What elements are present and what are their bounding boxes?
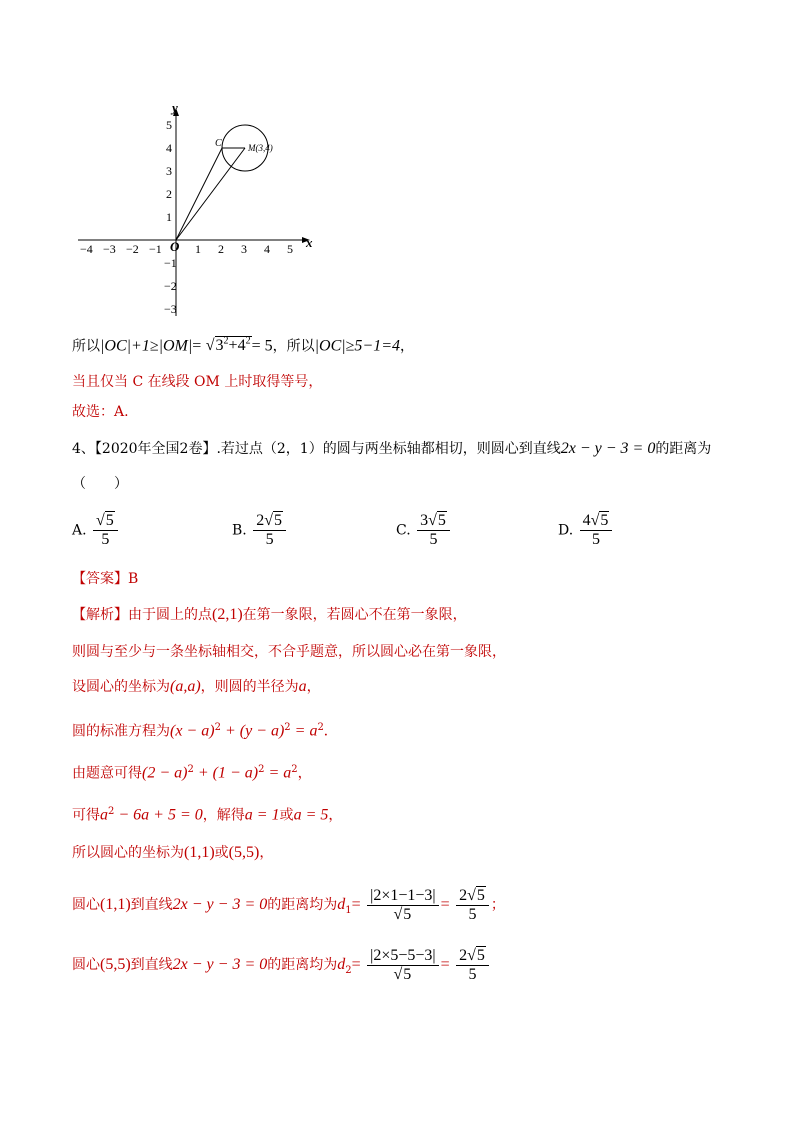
x-tick-label: 4 <box>264 242 270 256</box>
y-tick-label: 3 <box>166 164 172 178</box>
y-tick-label: −2 <box>164 279 177 293</box>
y-tick-label: 5 <box>166 118 172 132</box>
solution-line-6: 可得$a^2 - 6a + 5 = 0$，解得a = 1或a = 5， <box>72 806 343 824</box>
origin-label: O <box>170 239 180 254</box>
x-tick-label: −1 <box>149 242 162 256</box>
segment-oc <box>176 148 222 240</box>
option-a: A. $\frac{√5}{5}$ <box>72 512 120 549</box>
x-tick-label: −4 <box>80 242 93 256</box>
answer-line: 【答案】B <box>72 571 139 587</box>
equality-condition: 当且仅当 C 在线段 OM 上时取得等号， <box>72 374 323 390</box>
result-line-1: 所以$|OC|+1\ge|OM|= √3^2+4^2= 5$，所以|OC|≥5−1=4， <box>72 336 415 355</box>
y-tick-label: 2 <box>166 187 172 201</box>
x-tick-label: −2 <box>126 242 139 256</box>
y-tick-label: 4 <box>166 141 172 155</box>
y-axis-label: y <box>172 100 178 115</box>
x-tick-label: 3 <box>241 242 247 256</box>
option-b: B. $\frac{2√5}{5}$ <box>232 512 288 549</box>
x-tick-label: −3 <box>103 242 116 256</box>
x-tick-label: 2 <box>218 242 224 256</box>
y-tick-label: −1 <box>164 256 177 270</box>
solution-line-5: 由题意可得$(2 - a)^2 + (1 - a)^2 = a^2$， <box>72 764 312 782</box>
coordinate-figure <box>72 100 322 322</box>
solution-line-8: 圆心(1,1)到直线2x − y − 3 = 0的距离均为$d_1=$ $\frac{|2\times 1-1-3|}{√5}$ = $\frac{2√5}{5}$ ； <box>72 886 505 923</box>
x-axis-label: x <box>306 235 313 250</box>
point-c-label: C <box>215 138 222 149</box>
question-4-stem: 4、【2020年全国2卷】.若过点（2，1）的圆与两坐标轴都相切，则圆心到直线2x − y − 3 = 0的距离为 <box>72 440 712 457</box>
point-m-label: M(3,4) <box>248 143 273 153</box>
option-c: C. $\frac{3√5}{5}$ <box>396 512 452 549</box>
segment-om <box>176 148 245 240</box>
option-d: D. $\frac{4√5}{5}$ <box>558 512 614 549</box>
x-tick-label: 5 <box>287 242 293 256</box>
solution-line-1: 【解析】由于圆上的点(2,1)在第一象限，若圆心不在第一象限， <box>72 606 467 623</box>
sqrt-expression: $√3^2+4^2$ <box>205 336 251 355</box>
solution-line-4: 圆的标准方程为$(x - a)^2 + (y - a)^2 = a^2$. <box>72 722 328 740</box>
solution-line-9: 圆心(5,5)到直线2x − y − 3 = 0的距离均为$d_2=$ $\frac{|2\times 5-5-3|}{√5}$ = $\frac{2√5}{5}$ <box>72 945 491 991</box>
y-tick-label: −3 <box>164 302 177 316</box>
question-4-paren: （ ） <box>72 476 128 492</box>
choice-statement: 故选：A. <box>72 404 129 420</box>
x-tick-label: 1 <box>195 242 201 256</box>
solution-line-7: 所以圆心的坐标为(1,1)或(5,5)， <box>72 844 274 861</box>
y-tick-label: 1 <box>166 210 172 224</box>
solution-line-2: 则圆与至少与一条坐标轴相交，不合乎题意，所以圆心必在第一象限， <box>72 644 506 660</box>
solution-line-3: 设圆心的坐标为(a,a)，则圆的半径为a， <box>72 678 321 695</box>
